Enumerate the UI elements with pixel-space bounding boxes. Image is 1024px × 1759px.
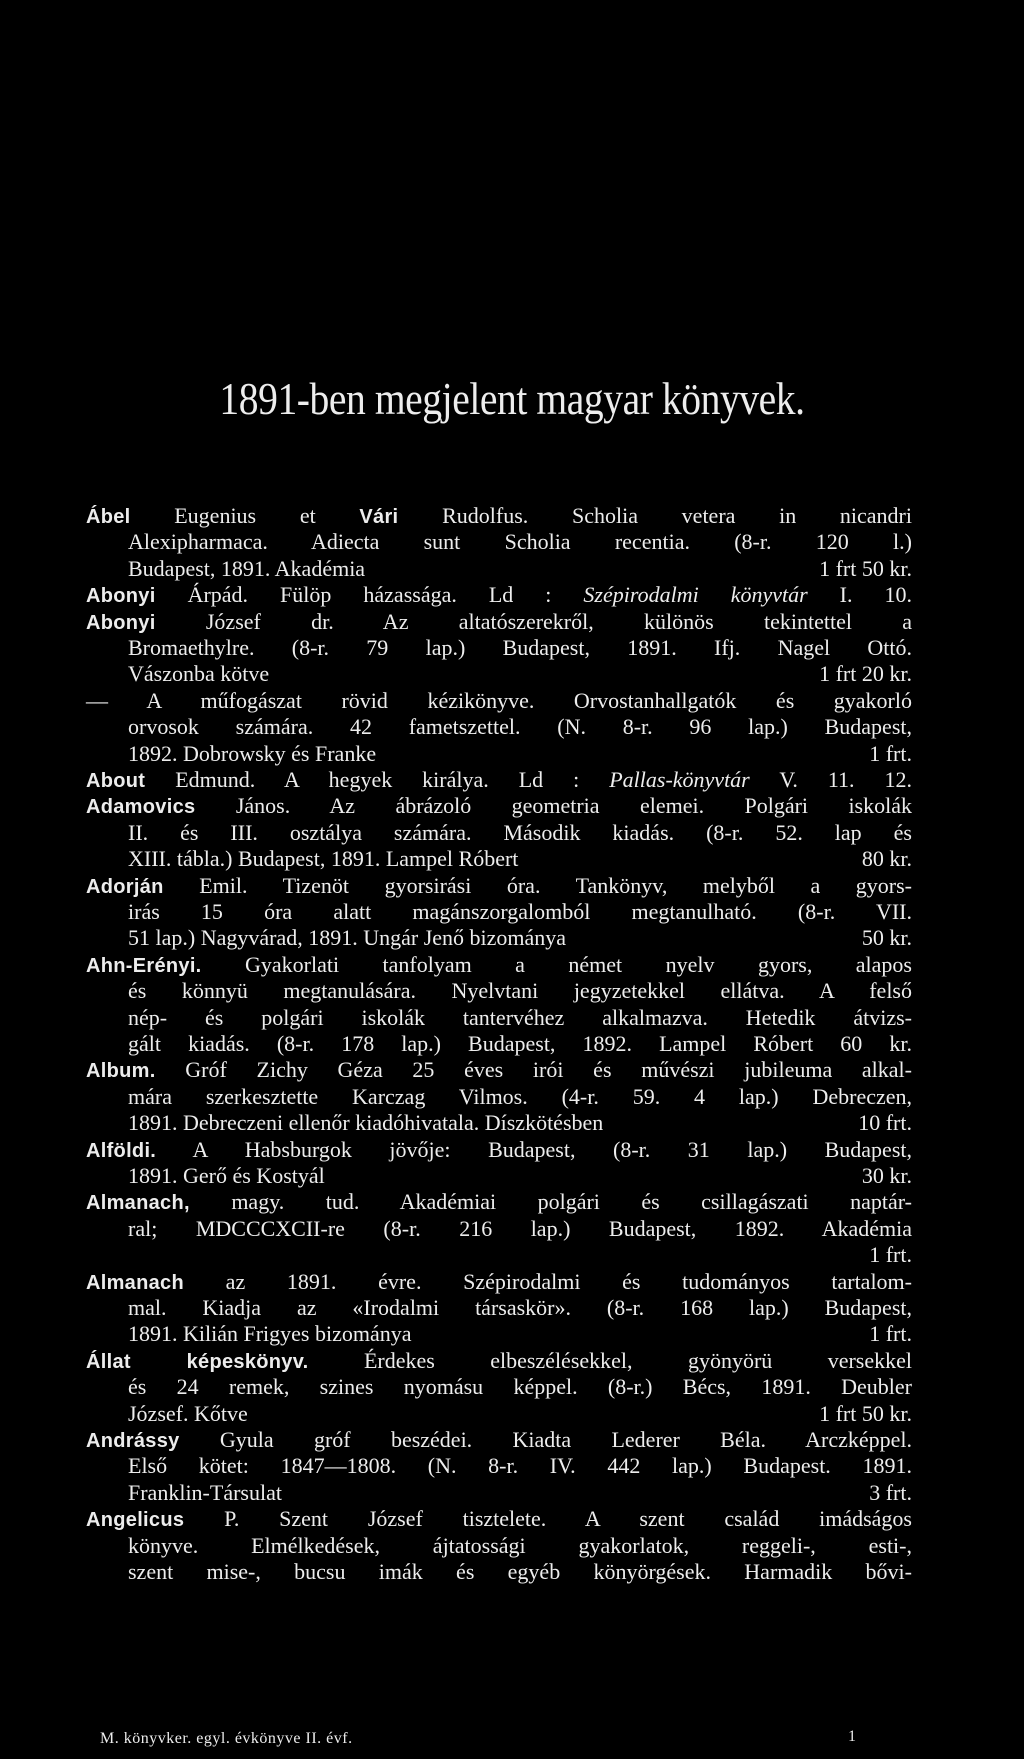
entry-line <box>128 1558 912 1585</box>
entry-text <box>86 1057 912 1082</box>
entry-line <box>128 1215 912 1242</box>
entry-line <box>128 1479 912 1506</box>
entry-line <box>86 872 912 899</box>
entry-segment: Első kötet: 1847—1808. (N. 8-r. IV. 442 lap.) Budapest. 1891. <box>128 1453 912 1478</box>
entry-text <box>86 688 912 713</box>
entry-segment: könyve. Elmélkedések, ájtatossági gyakorlatok, reggeli-, esti-, <box>128 1533 912 1558</box>
entry-line <box>128 898 912 925</box>
entry-text <box>128 1374 912 1399</box>
entry-segment: Gróf Zichy Géza 25 éves irói és művészi jubileuma alkal- <box>155 1057 912 1082</box>
entry-line <box>128 1294 912 1321</box>
entry-segment: mal. Kiadja az «Irodalmi társaskör». (8-r. 168 lap.) Budapest, <box>128 1295 912 1320</box>
entry-text <box>86 1137 912 1162</box>
entry-text <box>128 1005 912 1030</box>
entry-line <box>128 819 912 846</box>
entry-segment: Emil. Tizenöt gyorsirási óra. Tankönyv, melyből a gyors- <box>163 873 912 898</box>
entry-text <box>128 741 376 766</box>
entry-heading: Andrássy <box>86 1430 180 1452</box>
entry-segment: Budapest, 1891. Akadémia <box>128 556 366 581</box>
entry-text <box>128 1163 325 1188</box>
entry-line <box>128 740 912 767</box>
entry-segment: az 1891. évre. Szépirodalmi és tudományos tartalom- <box>184 1269 912 1294</box>
entry-text <box>128 899 912 924</box>
entry-text <box>128 1216 912 1241</box>
series-title: Pallas-könyvtár <box>609 767 750 792</box>
entry-line <box>128 660 912 687</box>
entry-line <box>128 713 912 740</box>
entry-line <box>128 1004 912 1031</box>
entry-line <box>86 1347 912 1374</box>
entry-text <box>128 925 566 950</box>
entry-segment: Gyakorlati tanfolyam a német nyelv gyors, alapos <box>201 952 912 977</box>
entry-segment: Érdekes elbeszélésekkel, gyönyörü versekkel <box>308 1348 912 1373</box>
entry-segment: és 24 remek, szines nyomásu képpel. (8-r.) Bécs, 1891. Deubler <box>128 1374 912 1399</box>
price: 1 frt. <box>869 741 912 766</box>
entry-segment: ral; MDCCCXCII-re (8-r. 216 lap.) Budapest, 1892. Akadémia <box>128 1216 912 1241</box>
entry-segment: XIII. tábla.) Budapest, 1891. Lampel Róbert <box>128 846 519 871</box>
entry-text <box>128 820 912 845</box>
entry-text <box>86 1348 912 1373</box>
entry-text <box>86 767 912 792</box>
entry-line <box>128 1083 912 1110</box>
entry-line <box>128 977 912 1004</box>
entry-heading: Album. <box>86 1060 156 1082</box>
entry-line <box>86 1056 912 1083</box>
entry-text <box>128 714 912 739</box>
entry-line <box>86 581 912 608</box>
entry-line <box>86 1426 912 1453</box>
entry-heading: Adorján <box>86 876 164 898</box>
entry-segment: Edmund. A hegyek királya. Ld : <box>145 767 610 792</box>
entry-line <box>128 1030 912 1057</box>
price: 1 frt 20 kr. <box>819 661 912 686</box>
price: 1 frt. <box>869 1321 912 1346</box>
entry-line <box>128 845 912 872</box>
entry-line <box>128 1109 912 1136</box>
entry-segment: és könnyü megtanulására. Nyelvtani jegyzetekkel ellátva. A felső <box>128 978 912 1003</box>
entry-segment: János. Az ábrázoló geometria elemei. Polgári iskolák <box>195 793 912 818</box>
entry-text <box>128 1295 912 1320</box>
entry-text <box>86 873 912 898</box>
entry-line <box>86 1268 912 1295</box>
entry-segment: 1891. Kilián Frigyes bizománya <box>128 1321 412 1346</box>
entry-heading: Angelicus <box>86 1509 185 1531</box>
entry-heading: Alföldi. <box>86 1140 157 1162</box>
entry-segment: orvosok számára. 42 fametszettel. (N. 8-r. 96 lap.) Budapest, <box>128 714 912 739</box>
price: 1 frt 50 kr. <box>819 556 912 581</box>
entry-segment: A Habsburgok jövője: Budapest, (8-r. 31 lap.) Budapest, <box>156 1137 912 1162</box>
entry-segment: magy. tud. Akadémiai polgári és csillagászati naptár- <box>189 1189 912 1214</box>
entry-text <box>128 556 365 581</box>
entry-segment: gált kiadás. (8-r. 178 lap.) Budapest, 1892. Lampel Róbert 60 kr. <box>128 1031 912 1056</box>
entry-segment: I. 10. <box>807 582 912 607</box>
entry-line <box>86 502 912 529</box>
entry-heading: Abonyi <box>86 585 156 607</box>
entry-text <box>128 1533 912 1558</box>
entry-line <box>86 792 912 819</box>
entry-line <box>86 1136 912 1163</box>
entry-text <box>86 1427 912 1452</box>
entry-segment: Eugenius et <box>130 503 360 528</box>
entry-segment: Gyula gróf beszédei. Kiadta Lederer Béla. Arczképpel. <box>179 1427 912 1452</box>
entry-segment: 1891. Debreczeni ellenőr kiadóhivatala. Díszkötésben <box>128 1110 604 1135</box>
price: 3 frt. <box>869 1480 912 1505</box>
entry-text <box>86 582 912 607</box>
entry-text <box>86 1269 912 1294</box>
entry-text <box>86 1189 912 1214</box>
entry-text <box>128 529 912 554</box>
entry-text <box>86 793 912 818</box>
entry-text <box>128 1031 912 1056</box>
entry-text <box>128 1321 412 1346</box>
entry-heading: Almanach <box>86 1272 184 1294</box>
entry-line <box>86 951 912 978</box>
price: 30 kr. <box>861 1163 912 1188</box>
entry-text <box>128 1084 912 1109</box>
entry-heading: Abonyi <box>86 612 156 634</box>
entry-line <box>128 1373 912 1400</box>
entry-segment: 51 lap.) Nagyvárad, 1891. Ungár Jenő bizománya <box>128 925 567 950</box>
entry-line <box>128 924 912 951</box>
entry-text <box>128 1480 282 1505</box>
entry-text <box>128 1559 912 1584</box>
price: 80 kr. <box>861 846 912 871</box>
page-title: 1891-ben megjelent magyar könyvek. <box>219 373 805 424</box>
entry-text <box>128 1453 912 1478</box>
entry-segment: Rudolfus. Scholia vetera in nicandri <box>398 503 912 528</box>
entry-line <box>86 766 912 793</box>
footer-note: M. könyvker. egyl. évkönyve II. évf. <box>100 1730 353 1747</box>
entry-line <box>128 555 912 582</box>
entry-heading: Vári <box>359 506 399 528</box>
entry-line <box>128 1452 912 1479</box>
entry-heading: Állat képeskönyv. <box>86 1351 309 1373</box>
entry-text <box>128 635 912 660</box>
entry-line <box>128 1162 912 1189</box>
entry-text <box>86 503 912 528</box>
entry-line <box>128 634 912 661</box>
entry-heading: Ábel <box>86 506 131 528</box>
entry-segment: Franklin-Társulat <box>128 1480 282 1505</box>
entry-text <box>128 1110 603 1135</box>
price: 1 frt 50 kr. <box>819 1401 912 1426</box>
entry-text <box>86 1506 912 1531</box>
price: 1 frt. <box>869 1242 912 1267</box>
entry-heading: Almanach, <box>86 1192 190 1214</box>
entry-segment: P. Szent József tisztelete. A szent család imádságos <box>184 1506 912 1531</box>
entry-line <box>128 1400 912 1427</box>
entry-heading: About <box>86 770 146 792</box>
entry-segment: szent mise-, bucsu imák és egyéb könyörgések. Harmadik bővi- <box>128 1559 912 1584</box>
entry-line <box>86 687 912 714</box>
entry-text <box>86 952 912 977</box>
entry-segment: mára szerkesztette Karczag Vilmos. (4-r. 59. 4 lap.) Debreczen, <box>128 1084 912 1109</box>
entry-heading: Ahn-Erényi. <box>86 955 202 977</box>
entry-segment: II. és III. osztálya számára. Második kiadás. (8-r. 52. lap és <box>128 820 912 845</box>
page-number: 1 <box>848 1728 856 1745</box>
entry-line <box>128 1320 912 1347</box>
entry-text <box>128 1401 248 1426</box>
entry-segment: 1891. Gerő és Kostyál <box>128 1163 325 1188</box>
entry-segment: — A műfogászat rövid kézikönyve. Orvostanhallgatók és gyakorló <box>86 688 912 713</box>
entry-line <box>86 1505 912 1532</box>
entry-text <box>128 978 912 1003</box>
entry-segment: nép- és polgári iskolák tantervéhez alkalmazva. Hetedik átvizs- <box>128 1005 912 1030</box>
entry-line <box>86 1188 912 1215</box>
entry-segment: Árpád. Fülöp házassága. Ld : <box>155 582 584 607</box>
entry-segment: Vászonba kötve <box>128 661 270 686</box>
entry-heading: Adamovics <box>86 796 196 818</box>
entry-segment: József dr. Az altatószerekről, különös tekintettel a <box>155 609 912 634</box>
entry-text <box>128 661 269 686</box>
entry-segment: 1892. Dobrowsky és Franke <box>128 741 377 766</box>
entry-text <box>86 609 912 634</box>
entry-text <box>128 846 518 871</box>
entry-line <box>128 1241 912 1268</box>
entry-segment: V. 11. 12. <box>749 767 912 792</box>
entry-line <box>86 608 912 635</box>
entry-segment: Alexipharmaca. Adiecta sunt Scholia recentia. (8-r. 120 l.) <box>128 529 912 554</box>
entry-segment: József. Kőtve <box>128 1401 248 1426</box>
entry-segment: Bromaethylre. (8-r. 79 lap.) Budapest, 1891. Ifj. Nagel Ottó. <box>128 635 912 660</box>
price: 50 kr. <box>861 925 912 950</box>
entry-line <box>128 528 912 555</box>
entry-line <box>128 1532 912 1559</box>
series-title: Szépirodalmi könyvtár <box>583 582 808 607</box>
price: 10 frt. <box>858 1110 912 1135</box>
entry-segment: irás 15 óra alatt magánszorgalomból megtanulható. (8-r. VII. <box>128 899 912 924</box>
